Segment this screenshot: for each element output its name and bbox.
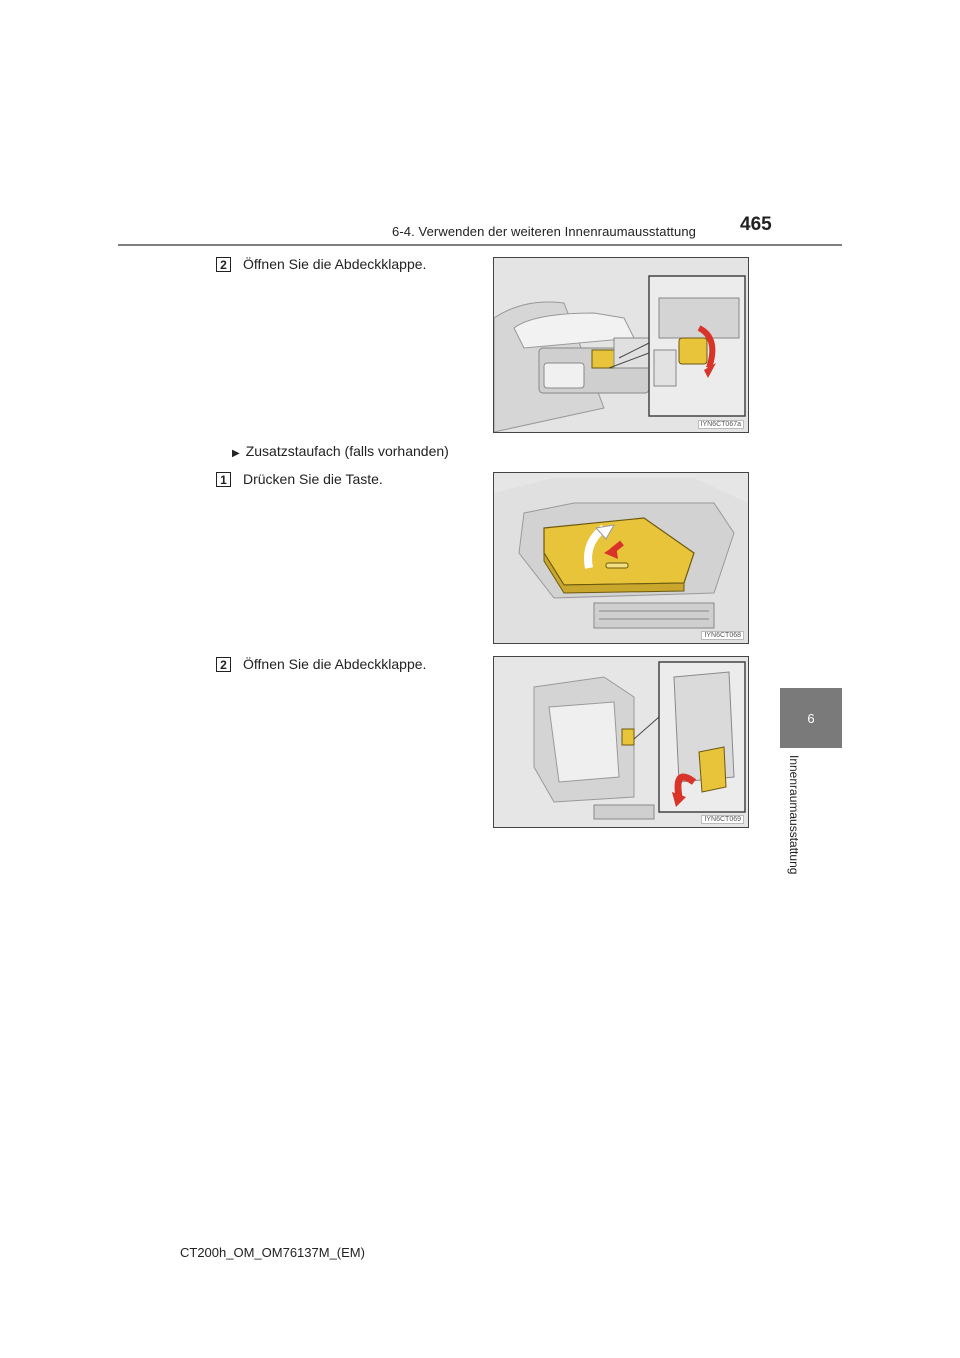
illustration-console: [494, 258, 748, 432]
illustration-dashboard-box: [494, 473, 748, 643]
section-title: 6-4. Verwenden der weiteren Innenraumausstattung: [392, 224, 696, 239]
figure-auxiliary-box-open: [493, 656, 749, 828]
figure-code: IYN6CT068: [701, 631, 744, 640]
chapter-tab: [780, 688, 842, 748]
figure-center-console-lid: [493, 257, 749, 433]
step-number: 1: [216, 472, 231, 487]
bullet-text: Zusatzstaufach (falls vorhanden): [245, 443, 449, 459]
bullet-heading: [232, 443, 449, 459]
chapter-number: 6: [807, 710, 815, 726]
triangle-bullet-icon: ▶: [232, 448, 240, 459]
page-number: 465: [740, 214, 772, 235]
illustration-open-box: [494, 657, 748, 827]
chapter-side-title: Innenraumausstattung: [787, 755, 801, 875]
figure-code: IYN6CT069: [701, 815, 744, 824]
step-text: Öffnen Sie die Abdeckklappe.: [243, 656, 427, 672]
figure-code: IYN6CT067a: [698, 420, 744, 429]
document-code: CT200h_OM_OM76137M_(EM): [180, 1245, 365, 1260]
header-divider: [118, 244, 842, 246]
step-number: 2: [216, 657, 231, 672]
step-text: Öffnen Sie die Abdeckklappe.: [243, 256, 427, 272]
step-number: 2: [216, 257, 231, 272]
step-text: Drücken Sie die Taste.: [243, 471, 383, 487]
figure-auxiliary-box-button: [493, 472, 749, 644]
